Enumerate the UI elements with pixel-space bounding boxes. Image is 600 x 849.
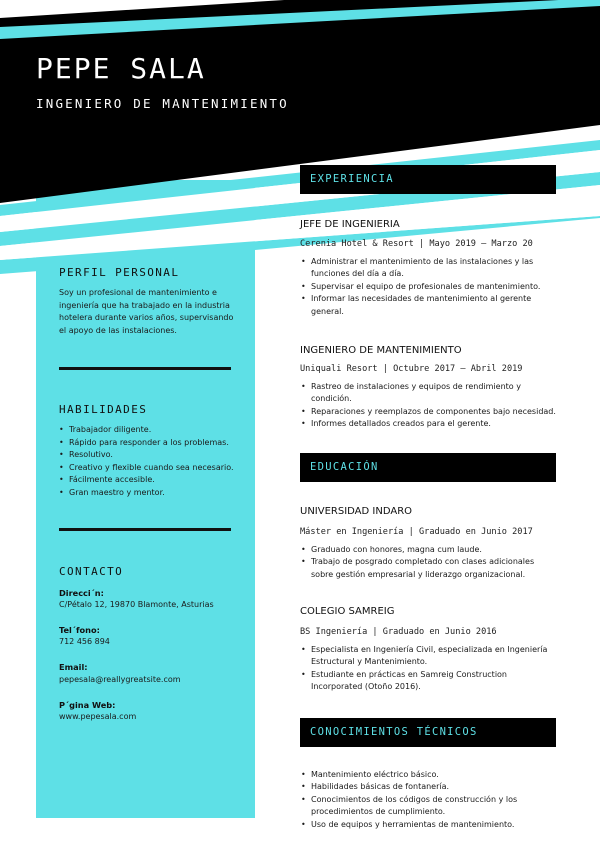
phone-label: Tel´fono: <box>59 625 100 635</box>
job-duties-list <box>300 381 558 431</box>
experiencia-header <box>300 165 556 194</box>
conocimientos-heading: CONOCIMIENTOS TÉCNICOS <box>310 726 478 738</box>
address-label: Direcci´n: <box>59 588 104 598</box>
list-item: • Especialista en Ingeniería Civil, especializada en Ingeniería Estructural y Mantenimiento. <box>300 644 558 669</box>
perfil-heading: PERFIL PERSONAL <box>59 266 180 279</box>
job-role: INGENIERO DE MANTENIMIENTO <box>36 96 289 111</box>
section-divider <box>59 528 231 531</box>
email-value[interactable]: pepesala@reallygreatsite.com <box>59 675 181 684</box>
list-item: • Mantenimiento eléctrico básico. <box>300 769 558 781</box>
contacto-heading: CONTACTO <box>59 565 124 578</box>
job-title: INGENIERO DE MANTENIMIENTO <box>300 345 462 356</box>
school-title: UNIVERSIDAD INDARO <box>300 506 413 517</box>
list-item: • Fácilmente accesible. <box>59 474 249 487</box>
address-value: C/Pétalo 12, 19870 Blamonte, Asturias <box>59 600 214 609</box>
list-item: • Resolutivo. <box>59 449 249 462</box>
list-item: • Creativo y flexible cuando sea necesario. <box>59 462 249 475</box>
school-notes-list <box>300 644 558 694</box>
email-label: Email: <box>59 662 88 672</box>
school-subtitle: BS Ingeniería | Graduado en Junio 2016 <box>300 627 497 637</box>
phone-value: 712 456 894 <box>59 637 110 646</box>
habilidades-list <box>59 424 249 500</box>
list-item: • Trabajador diligente. <box>59 424 249 437</box>
educacion-heading: EDUCACIÓN <box>310 461 379 473</box>
experiencia-heading: EXPERIENCIA <box>310 173 394 185</box>
web-value[interactable]: www.pepesala.com <box>59 712 137 721</box>
list-item: • Administrar el mantenimiento de las instalaciones y las funciones del día a día. <box>300 256 558 281</box>
perfil-text: Soy un profesional de mantenimiento e ingeniería que ha trabajado en la industria hotelera durante varios años, supervisando el apoyo de las instalaciones. <box>59 288 234 335</box>
section-divider <box>59 367 231 370</box>
list-item: • Conocimientos de los códigos de construcción y los procedimientos de cumplimiento. <box>300 794 558 819</box>
list-item: • Rápido para responder a los problemas. <box>59 437 249 450</box>
list-item: • Supervisar el equipo de profesionales de mantenimiento. <box>300 281 558 293</box>
list-item: • Informar las necesidades de mantenimiento al gerente general. <box>300 293 558 318</box>
list-item: • Uso de equipos y herramientas de mantenimiento. <box>300 819 558 831</box>
school-title: COLEGIO SAMREIG <box>300 606 395 617</box>
list-item: • Gran maestro y mentor. <box>59 487 249 500</box>
job-duties-list <box>300 256 558 318</box>
list-item: • Trabajo de posgrado completado con clases adicionales sobre gestión empresarial y liderazgo organizacional. <box>300 556 558 581</box>
conocimientos-header <box>300 718 556 747</box>
list-item: • Graduado con honores, magna cum laude. <box>300 544 558 556</box>
school-notes-list <box>300 544 558 581</box>
habilidades-heading: HABILIDADES <box>59 403 148 416</box>
job-subtitle: Cerenia Hotel & Resort | Mayo 2019 – Marzo 20 <box>300 239 533 249</box>
job-title: JEFE DE INGENIERIA <box>300 219 400 230</box>
educacion-header <box>300 453 556 482</box>
list-item: • Estudiante en prácticas en Samreig Construction Incorporated (Otoño 2016). <box>300 669 558 694</box>
conocimientos-list <box>300 769 558 831</box>
job-subtitle: Uniquali Resort | Octubre 2017 – Abril 2019 <box>300 364 523 374</box>
list-item: • Rastreo de instalaciones y equipos de rendimiento y condición. <box>300 381 558 406</box>
list-item: • Informes detallados creados para el gerente. <box>300 418 558 430</box>
list-item: • Habilidades básicas de fontanería. <box>300 781 558 793</box>
candidate-name: PEPE SALA <box>36 52 206 85</box>
web-label: P´gina Web: <box>59 700 116 710</box>
school-subtitle: Máster en Ingeniería | Graduado en Junio 2017 <box>300 527 533 537</box>
list-item: • Reparaciones y reemplazos de componentes bajo necesidad. <box>300 406 558 418</box>
